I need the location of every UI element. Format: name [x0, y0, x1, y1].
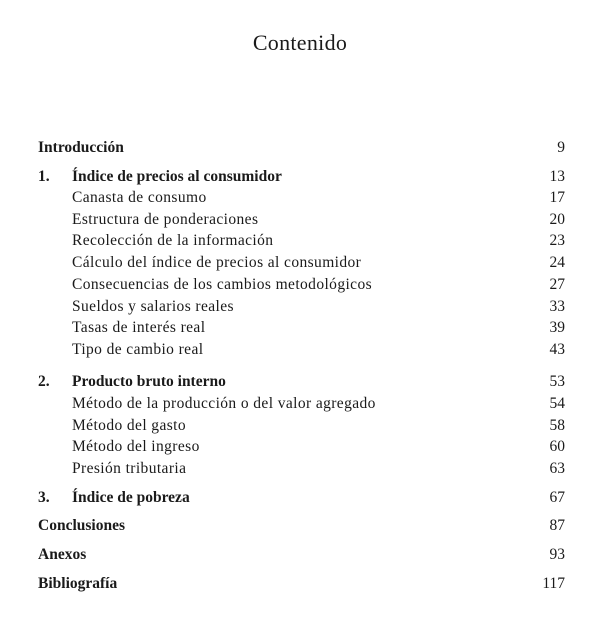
page-title: Contenido: [252, 30, 348, 55]
page-number: 117: [542, 575, 565, 592]
toc-entry: [38, 138, 565, 158]
page-number: 13: [549, 168, 565, 185]
entry-title: Presión tributaria: [72, 460, 187, 477]
entry-title: Conclusiones: [38, 517, 125, 534]
toc-entry: [38, 516, 565, 536]
toc-entry: [38, 318, 565, 338]
page-number: 53: [549, 373, 565, 390]
entry-title: Método de la producción o del valor agregado: [72, 395, 376, 412]
page-number: 27: [549, 276, 565, 293]
chapter-number: 1.: [38, 168, 50, 185]
entry-title: Tasas de interés real: [72, 319, 206, 336]
toc-entry: [38, 210, 565, 230]
toc-entry: [38, 340, 565, 360]
page-number: 87: [549, 517, 565, 534]
entry-title: Método del gasto: [72, 417, 187, 434]
entry-title: Anexos: [38, 546, 87, 563]
entry-title: Método del ingreso: [72, 438, 200, 455]
page-number: 63: [549, 460, 565, 477]
page-number: 24: [549, 254, 565, 271]
entry-title: Introducción: [38, 139, 124, 156]
page-number: 93: [549, 546, 565, 563]
page-number: 60: [549, 438, 565, 455]
page-number: 67: [549, 489, 565, 506]
page-number: 20: [549, 211, 565, 228]
page-number: 9: [557, 139, 565, 156]
toc-entry: [38, 253, 565, 273]
toc-entry: [38, 459, 565, 479]
entry-title: Canasta de consumo: [72, 189, 207, 206]
toc-entry: [38, 437, 565, 457]
toc-entry: [38, 394, 565, 414]
entry-title: Cálculo del índice de precios al consumidor: [72, 254, 362, 271]
toc-entry: [38, 231, 565, 251]
entry-title: Índice de precios al consumidor: [72, 168, 282, 185]
toc-entry: [38, 297, 565, 317]
toc-entry: [38, 372, 565, 392]
page-number: 33: [549, 298, 565, 315]
entry-title: Índice de pobreza: [72, 489, 190, 506]
toc-entry: [38, 167, 565, 187]
entry-title: Estructura de ponderaciones: [72, 211, 259, 228]
page-number: 17: [549, 189, 565, 206]
page-number: 23: [549, 232, 565, 249]
entry-title: Recolección de la información: [72, 232, 274, 249]
entry-title: Producto bruto interno: [72, 373, 226, 390]
toc-entry: [38, 574, 565, 594]
page-number: 54: [549, 395, 565, 412]
entry-title: Sueldos y salarios reales: [72, 298, 234, 315]
page-number: 39: [549, 319, 565, 336]
toc-entry: [38, 488, 565, 508]
page-number: 43: [549, 341, 565, 358]
toc-entry: [38, 416, 565, 436]
page-number: 58: [549, 417, 565, 434]
toc-entry: [38, 545, 565, 565]
chapter-number: 2.: [38, 373, 50, 390]
toc-entry: [38, 275, 565, 295]
entry-title: Consecuencias de los cambios metodológicos: [72, 276, 373, 293]
chapter-number: 3.: [38, 489, 50, 506]
toc-entry: [38, 188, 565, 208]
entry-title: Bibliografía: [38, 575, 118, 592]
entry-title: Tipo de cambio real: [72, 341, 204, 358]
